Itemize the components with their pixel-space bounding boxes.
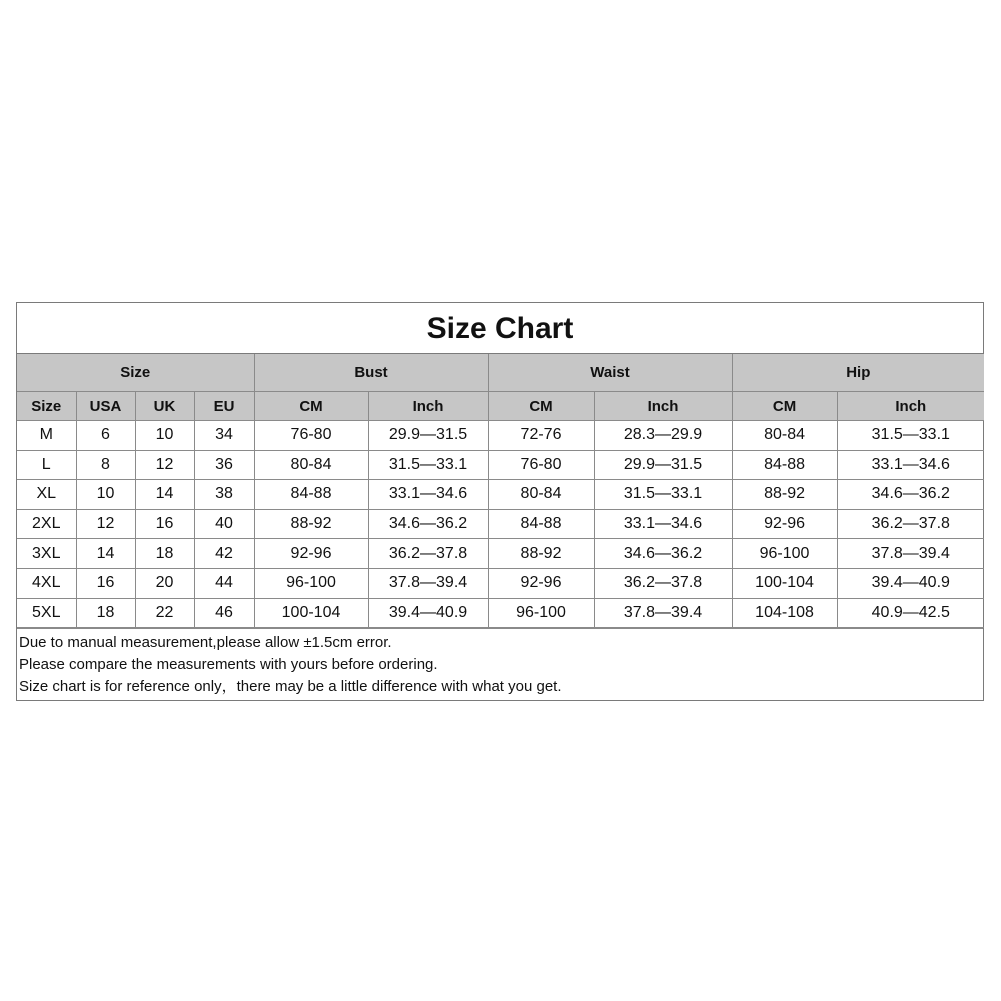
column-header-row xyxy=(17,392,984,421)
table-cell: XL xyxy=(17,480,76,510)
table-cell: 39.4—40.9 xyxy=(837,568,984,598)
note-line: Please compare the measurements with yours before ordering. xyxy=(19,656,438,674)
table-cell: 40.9—42.5 xyxy=(837,598,984,628)
table-cell: 16 xyxy=(76,568,135,598)
size-chart xyxy=(16,302,984,701)
table-cell: 37.8—39.4 xyxy=(837,539,984,569)
table-cell: 6 xyxy=(76,421,135,451)
table-cell: 37.8—39.4 xyxy=(594,598,732,628)
table-cell: 34.6—36.2 xyxy=(594,539,732,569)
table-row xyxy=(17,480,984,510)
table-cell: 33.1—34.6 xyxy=(594,509,732,539)
table-cell: 37.8—39.4 xyxy=(368,568,488,598)
table-cell: 88-92 xyxy=(488,539,594,569)
table-cell: 40 xyxy=(194,509,254,539)
table-cell: 36 xyxy=(194,450,254,480)
table-cell: 88-92 xyxy=(732,480,837,510)
table-cell: 100-104 xyxy=(732,568,837,598)
table-cell: 33.1—34.6 xyxy=(837,450,984,480)
table-cell: 14 xyxy=(135,480,194,510)
table-cell: 76-80 xyxy=(488,450,594,480)
table-cell: 2XL xyxy=(17,509,76,539)
column-header: EU xyxy=(194,392,254,421)
table-cell: 80-84 xyxy=(732,421,837,451)
table-cell: 92-96 xyxy=(488,568,594,598)
table-cell: 8 xyxy=(76,450,135,480)
table-cell: 18 xyxy=(76,598,135,628)
table-cell: 84-88 xyxy=(254,480,368,510)
group-header-size: Size xyxy=(17,354,254,392)
table-cell: 4XL xyxy=(17,568,76,598)
column-header: Size xyxy=(17,392,76,421)
table-cell: 39.4—40.9 xyxy=(368,598,488,628)
table-cell: 28.3—29.9 xyxy=(594,421,732,451)
table-cell: 34.6—36.2 xyxy=(837,480,984,510)
table-cell: 5XL xyxy=(17,598,76,628)
column-header: Inch xyxy=(368,392,488,421)
table-cell: 12 xyxy=(135,450,194,480)
table-row xyxy=(17,539,984,569)
size-table xyxy=(17,354,984,628)
group-header-bust: Bust xyxy=(254,354,488,392)
table-cell: 96-100 xyxy=(488,598,594,628)
group-header-hip: Hip xyxy=(732,354,984,392)
chart-title: Size Chart xyxy=(17,303,983,354)
table-cell: 84-88 xyxy=(732,450,837,480)
table-cell: 36.2—37.8 xyxy=(837,509,984,539)
table-cell: 20 xyxy=(135,568,194,598)
group-header-waist: Waist xyxy=(488,354,732,392)
table-cell: 16 xyxy=(135,509,194,539)
table-row xyxy=(17,509,984,539)
table-cell: 96-100 xyxy=(254,568,368,598)
table-cell: 14 xyxy=(76,539,135,569)
table-cell: 31.5—33.1 xyxy=(594,480,732,510)
table-cell: 22 xyxy=(135,598,194,628)
table-cell: 96-100 xyxy=(732,539,837,569)
table-row xyxy=(17,421,984,451)
table-cell: 36.2—37.8 xyxy=(594,568,732,598)
table-cell: 80-84 xyxy=(254,450,368,480)
table-cell: 42 xyxy=(194,539,254,569)
note-line: Due to manual measurement,please allow ±1.5cm error. xyxy=(19,634,392,652)
table-cell: 34 xyxy=(194,421,254,451)
table-cell: 31.5—33.1 xyxy=(368,450,488,480)
table-row xyxy=(17,598,984,628)
table-cell: 29.9—31.5 xyxy=(368,421,488,451)
table-cell: 104-108 xyxy=(732,598,837,628)
table-cell: 92-96 xyxy=(732,509,837,539)
table-cell: 12 xyxy=(76,509,135,539)
note-line: Size chart is for reference only，there may be a little difference with what you get. xyxy=(19,678,562,696)
table-cell: 36.2—37.8 xyxy=(368,539,488,569)
column-header: Inch xyxy=(837,392,984,421)
table-cell: 76-80 xyxy=(254,421,368,451)
table-cell: 38 xyxy=(194,480,254,510)
column-header: UK xyxy=(135,392,194,421)
table-cell: L xyxy=(17,450,76,480)
table-cell: 80-84 xyxy=(488,480,594,510)
table-cell: 92-96 xyxy=(254,539,368,569)
column-header: Inch xyxy=(594,392,732,421)
table-cell: 31.5—33.1 xyxy=(837,421,984,451)
table-cell: 10 xyxy=(76,480,135,510)
table-row xyxy=(17,568,984,598)
notes xyxy=(17,628,983,700)
table-cell: 34.6—36.2 xyxy=(368,509,488,539)
group-header-row xyxy=(17,354,984,392)
column-header: CM xyxy=(254,392,368,421)
table-cell: 88-92 xyxy=(254,509,368,539)
table-cell: 29.9—31.5 xyxy=(594,450,732,480)
table-cell: 33.1—34.6 xyxy=(368,480,488,510)
table-cell: 3XL xyxy=(17,539,76,569)
column-header: CM xyxy=(732,392,837,421)
column-header: CM xyxy=(488,392,594,421)
table-cell: 84-88 xyxy=(488,509,594,539)
table-cell: 100-104 xyxy=(254,598,368,628)
table-cell: 18 xyxy=(135,539,194,569)
table-cell: 46 xyxy=(194,598,254,628)
table-row xyxy=(17,450,984,480)
table-cell: 72-76 xyxy=(488,421,594,451)
table-cell: 10 xyxy=(135,421,194,451)
column-header: USA xyxy=(76,392,135,421)
table-cell: 44 xyxy=(194,568,254,598)
table-cell: M xyxy=(17,421,76,451)
